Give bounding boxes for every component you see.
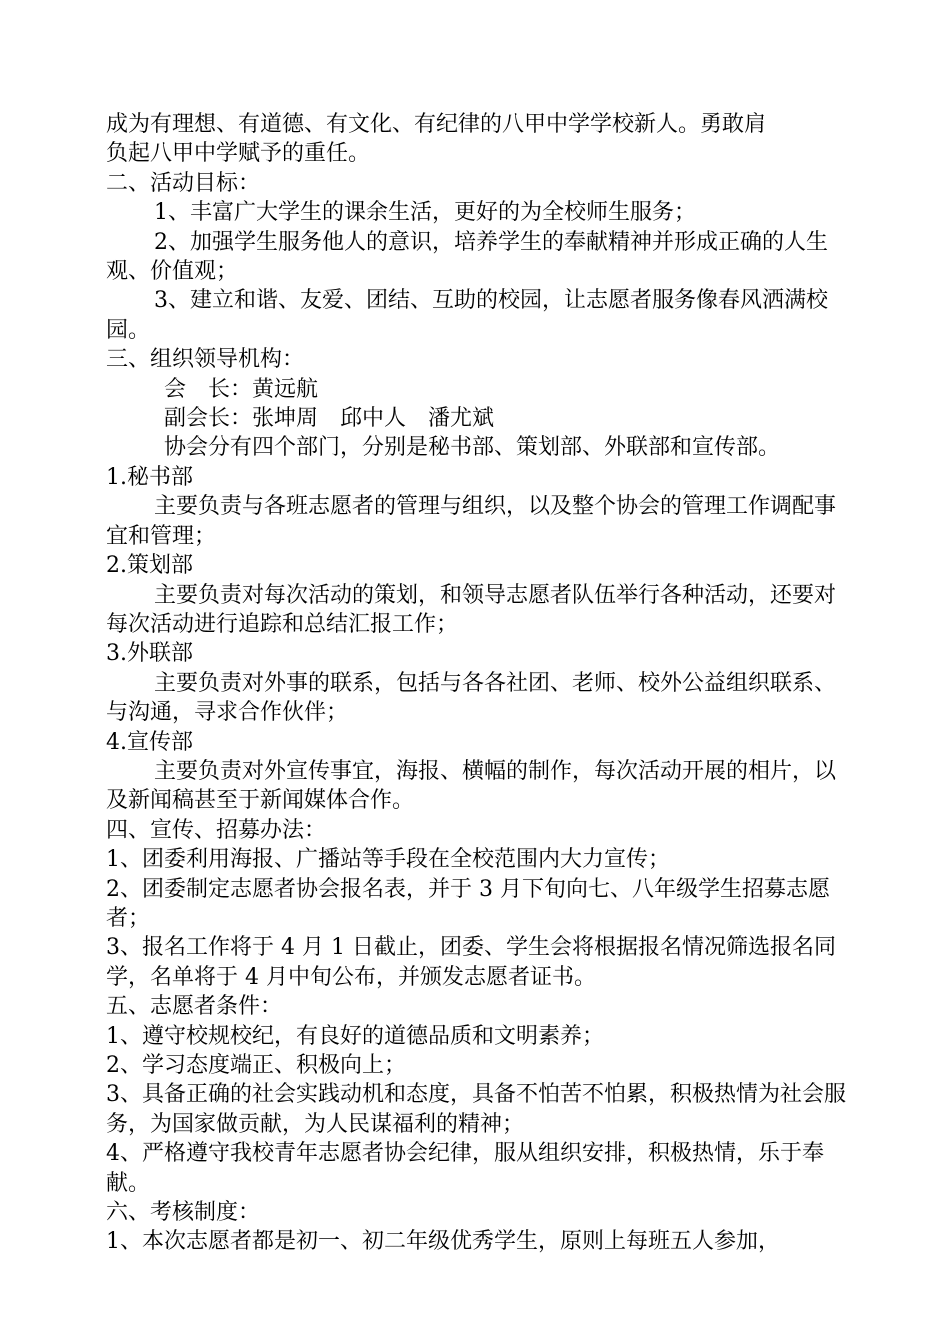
condition-item-1: 1、遵守校规校纪，有良好的道德品质和文明素养；: [106, 1023, 604, 1049]
document-body: [106, 110, 851, 1257]
dept-title-planning: 2.策划部: [106, 553, 193, 579]
dept-desc-external: 主要负责对外事的联系，包括与各各社团、老师、校外公益组织联系、与沟通，寻求合作伙伴；: [106, 670, 837, 726]
intro-line-2: 负起八甲中学赋予的重任。: [106, 141, 371, 167]
president-line: 会 长：黄远航: [164, 376, 319, 402]
intro-line-1: 成为有理想、有道德、有文化、有纪律的八甲中学学校新人。勇敢肩: [106, 112, 767, 137]
section-heading-conditions: 五、志愿者条件：: [106, 994, 283, 1020]
condition-item-4: 4、严格遵守我校青年志愿者协会纪律，服从组织安排，积极热情，乐于奉献。: [106, 1141, 824, 1196]
section-heading-organization: 三、组织领导机构：: [106, 347, 305, 373]
goal-item-1: 1、丰富广大学生的课余生活，更好的为全校师生服务；: [154, 200, 696, 226]
goal-item-2: 2、加强学生服务他人的意识，培养学生的奉献精神并形成正确的人生观、价值观；: [106, 229, 828, 285]
section-heading-assessment: 六、考核制度：: [106, 1200, 261, 1226]
dept-desc-secretariat: 主要负责与各班志愿者的管理与组织，以及整个协会的管理工作调配事宜和管理；: [106, 494, 837, 549]
section-heading-recruitment: 四、宣传、招募办法：: [106, 817, 327, 843]
section-heading-goals: 二、活动目标：: [106, 170, 261, 196]
dept-title-external: 3.外联部: [106, 641, 193, 667]
dept-desc-planning: 主要负责对每次活动的策划，和领导志愿者队伍举行各种活动，还要对每次活动进行追踪和总结汇报工作；: [106, 582, 837, 637]
condition-item-2: 2、学习态度端正、积极向上；: [106, 1053, 406, 1078]
departments-intro: 协会分有四个部门，分别是秘书部、策划部、外联部和宣传部。: [164, 435, 781, 461]
vice-president-line: 副会长：张坤周 邱中人 潘尤斌: [164, 406, 495, 432]
recruit-item-2: 2、团委制定志愿者协会报名表，并于 3 月下旬向七、八年级学生招募志愿者；: [106, 876, 830, 931]
assessment-item-1: 1、本次志愿者都是初一、初二年级优秀学生，原则上每班五人参加，: [106, 1229, 780, 1255]
dept-desc-publicity: 主要负责对外宣传事宜，海报、横幅的制作，每次活动开展的相片，以及新闻稿甚至于新闻媒体合作。: [106, 758, 837, 814]
condition-item-3: 3、具备正确的社会实践动机和态度，具备不怕苦不怕累，积极热情为社会服务，为国家做贡献，为人民谋福利的精神；: [106, 1082, 846, 1137]
recruit-item-3: 3、报名工作将于 4 月 1 日截止，团委、学生会将根据报名情况筛选报名同学，名单将于 4 月中旬公布，并颁发志愿者证书。: [106, 935, 836, 990]
recruit-item-1: 1、团委利用海报、广播站等手段在全校范围内大力宣传；: [106, 847, 670, 873]
dept-title-secretariat: 1.秘书部: [106, 464, 193, 490]
goal-item-3: 3、建立和谐、友爱、团结、互助的校园，让志愿者服务像春风洒满校园。: [106, 288, 828, 343]
dept-title-publicity: 4.宣传部: [106, 729, 193, 755]
